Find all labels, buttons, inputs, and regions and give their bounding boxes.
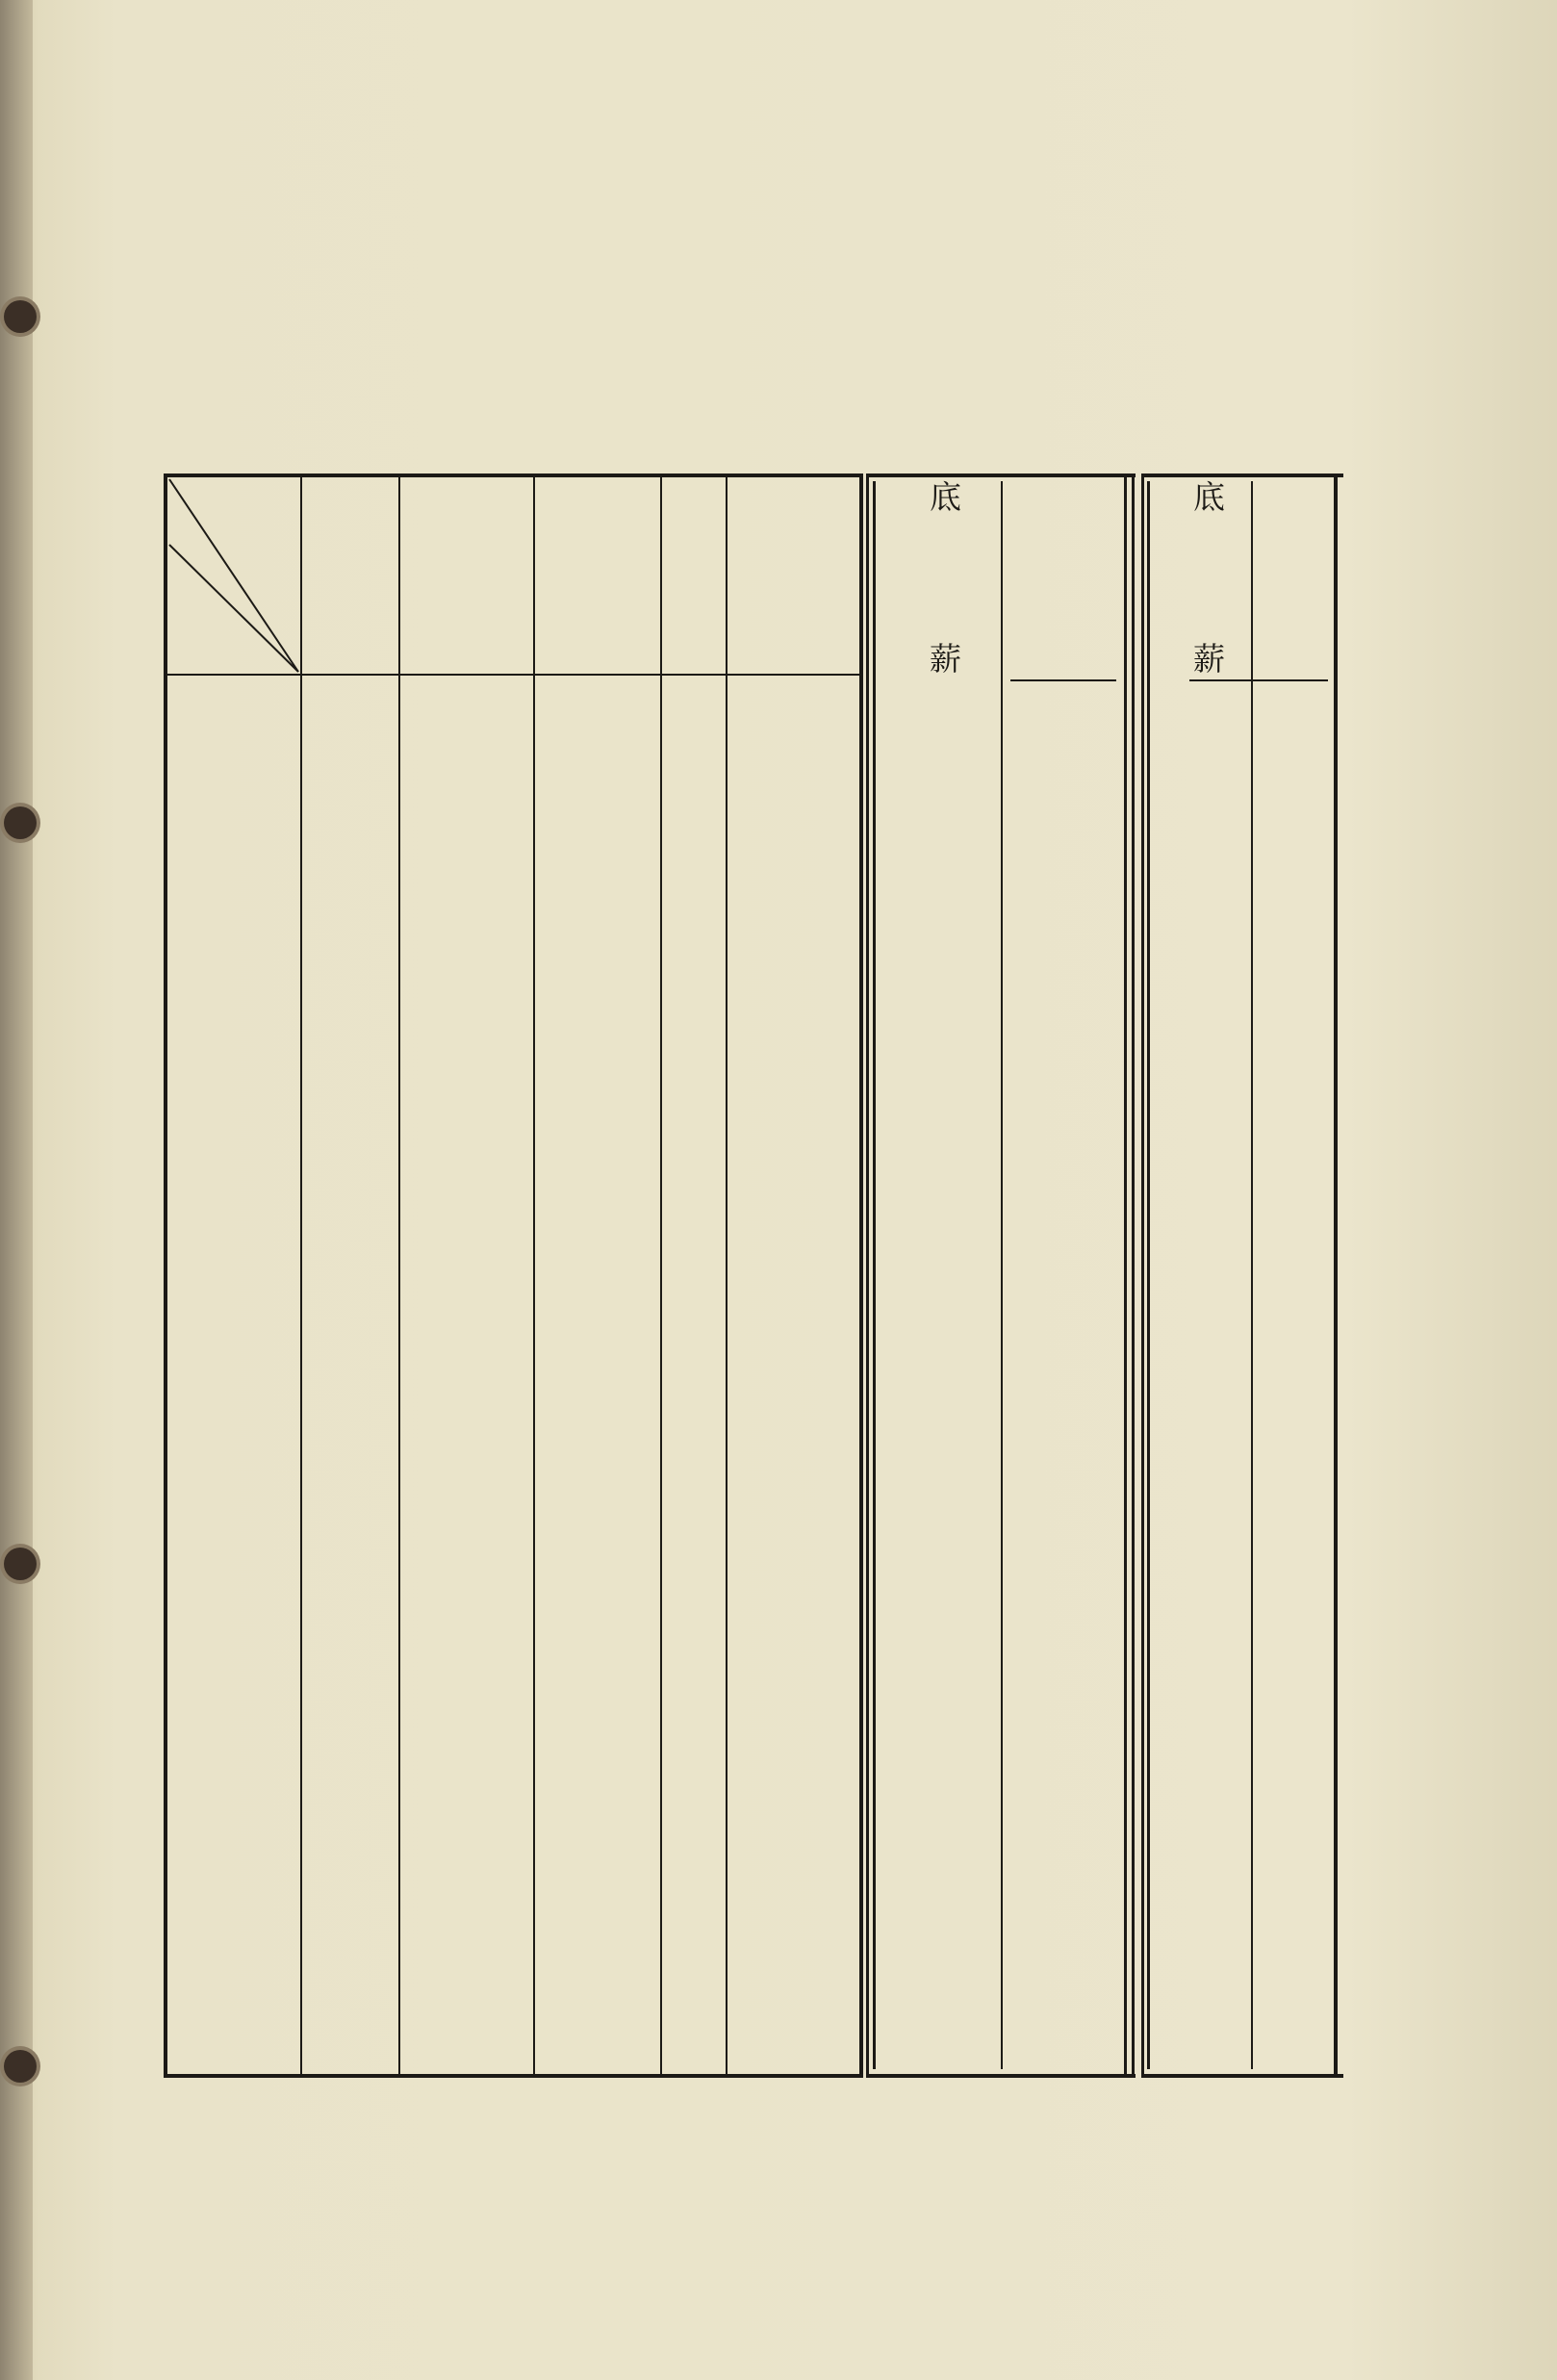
table2-col-rule	[1001, 481, 1003, 2069]
table1-right-double-rule	[866, 473, 869, 2078]
table2-bottom-rule	[866, 2074, 1136, 2078]
table3-header-rule	[1189, 679, 1328, 681]
table2-col-base-top: 底	[930, 478, 961, 516]
table2-right-rule	[1124, 473, 1127, 2078]
table3-bottom-rule	[1141, 2074, 1343, 2078]
table1-col-rule	[726, 473, 727, 2076]
table1-col-rule	[300, 473, 302, 2076]
table1-right-rule	[859, 473, 863, 2078]
table3-inner-left-rule	[1147, 481, 1150, 2069]
table2-col-base-bottom: 薪	[930, 640, 961, 678]
binding-hole	[4, 1548, 37, 1580]
table3-left-rule	[1141, 473, 1144, 2078]
table2-inner-left-rule	[873, 481, 876, 2069]
table2-top-rule	[866, 473, 1136, 477]
table1-col-rule	[398, 473, 400, 2076]
binding-edge	[0, 0, 33, 2380]
table2-right-double-rule	[1132, 473, 1135, 2078]
table2-header-rule	[1010, 679, 1116, 681]
table3-col-rule	[1251, 481, 1253, 2069]
table3-col-base-bottom: 薪	[1193, 640, 1225, 678]
binding-hole	[4, 2050, 37, 2083]
table3-col-base-top: 底	[1193, 478, 1225, 516]
table3-right-rule	[1334, 473, 1338, 2078]
binding-hole	[4, 806, 37, 839]
binding-hole	[4, 300, 37, 333]
table1-header-rule	[167, 674, 862, 676]
table1-left-rule	[164, 473, 167, 2078]
table1-col-rule	[660, 473, 662, 2076]
table1-corner-diagonal	[167, 477, 300, 674]
table1-col-rule	[533, 473, 535, 2076]
table1-bottom-rule	[164, 2074, 862, 2078]
table3-top-rule	[1141, 473, 1343, 477]
